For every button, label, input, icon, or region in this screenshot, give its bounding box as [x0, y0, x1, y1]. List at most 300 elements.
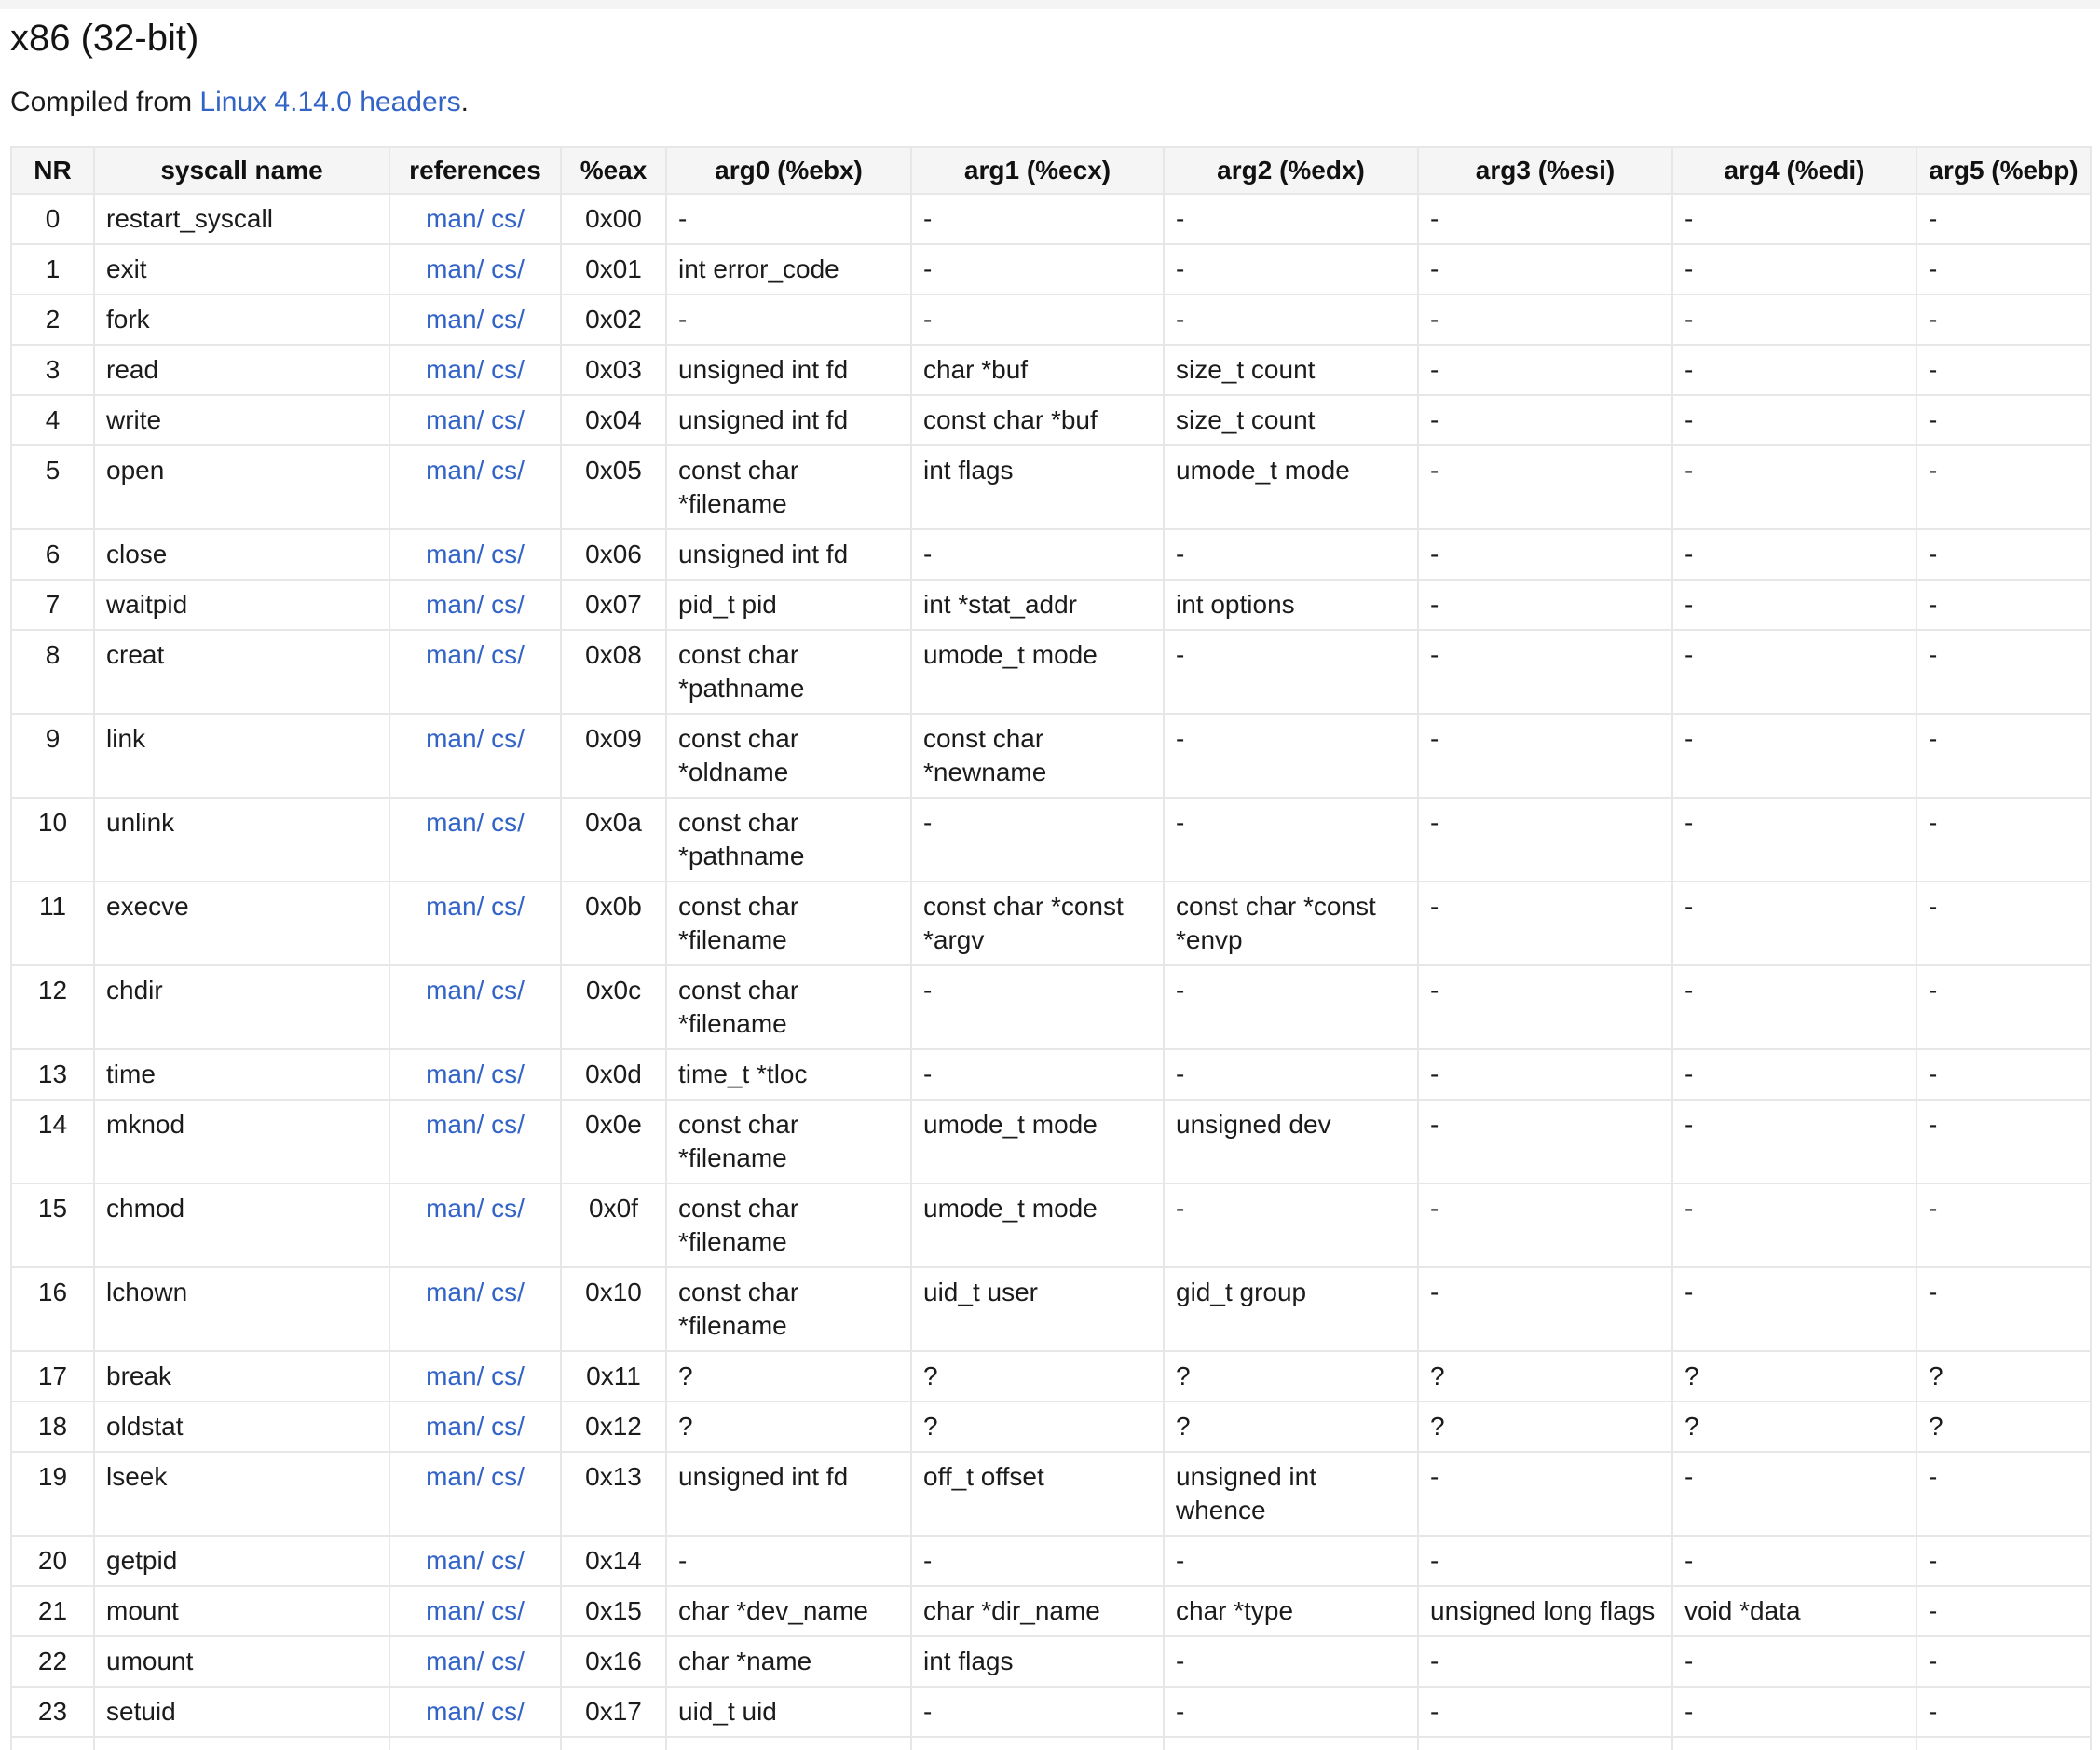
arg3-cell: -	[1418, 294, 1672, 345]
column-header-syscall-name: syscall name	[94, 147, 389, 194]
arg2-cell: unsigned int whence	[1164, 1452, 1418, 1536]
cs-link[interactable]: cs/	[491, 1278, 525, 1306]
arg2-cell: -	[1164, 529, 1418, 580]
table-row	[11, 630, 2091, 714]
references-cell	[389, 1049, 561, 1100]
references-cell	[389, 882, 561, 965]
syscall-name-cell: exit	[94, 244, 389, 294]
arg2-cell: unsigned dev	[1164, 1100, 1418, 1183]
eax-cell: 0x02	[561, 294, 666, 345]
arg0-cell: const char *filename	[666, 1100, 911, 1183]
syscall-name-cell: link	[94, 714, 389, 798]
arg1-cell: const char *const *argv	[911, 882, 1164, 965]
table-row	[11, 1351, 2091, 1401]
arg1-cell: umode_t mode	[911, 1183, 1164, 1267]
column-header-arg0: arg0 (%ebx)	[666, 147, 911, 194]
arg3-cell: -	[1418, 1049, 1672, 1100]
syscall-name-cell: break	[94, 1351, 389, 1401]
eax-cell: 0x05	[561, 445, 666, 529]
table-row	[11, 345, 2091, 395]
arg2-cell: ?	[1164, 1401, 1418, 1452]
arg4-cell: -	[1672, 395, 1916, 445]
column-header-arg5: arg5 (%ebp)	[1916, 147, 2091, 194]
table-row	[11, 445, 2091, 529]
empty-cell	[1418, 1737, 1672, 1750]
table-row-partial	[11, 1737, 2091, 1750]
arg5-cell: -	[1916, 194, 2091, 244]
references-cell	[389, 1351, 561, 1401]
arg4-cell: ?	[1672, 1401, 1916, 1452]
empty-cell	[561, 1737, 666, 1750]
syscall-name-cell: oldstat	[94, 1401, 389, 1452]
nr-cell: 8	[11, 630, 94, 714]
man-link[interactable]: man/	[426, 405, 484, 434]
arg0-cell: unsigned int fd	[666, 529, 911, 580]
cs-link[interactable]: cs/	[491, 1647, 525, 1675]
references-cell	[389, 395, 561, 445]
empty-cell	[911, 1737, 1164, 1750]
table-row	[11, 1586, 2091, 1636]
arg3-cell: -	[1418, 194, 1672, 244]
syscall-name-cell: write	[94, 395, 389, 445]
empty-cell	[94, 1737, 389, 1750]
man-link[interactable]: man/	[426, 1546, 484, 1575]
arg3-cell: ?	[1418, 1401, 1672, 1452]
arg4-cell: -	[1672, 1536, 1916, 1586]
nr-cell: 21	[11, 1586, 94, 1636]
man-link[interactable]: man/	[426, 976, 484, 1005]
arg1-cell: -	[911, 194, 1164, 244]
table-row	[11, 244, 2091, 294]
arg5-cell: -	[1916, 1687, 2091, 1737]
arg3-cell: -	[1418, 1687, 1672, 1737]
arg2-cell: -	[1164, 1536, 1418, 1586]
arg5-cell: -	[1916, 1100, 2091, 1183]
arg0-cell: ?	[666, 1351, 911, 1401]
nr-cell: 2	[11, 294, 94, 345]
cs-link[interactable]: cs/	[491, 724, 525, 753]
cs-link[interactable]: cs/	[491, 405, 525, 434]
references-cell	[389, 1586, 561, 1636]
arg4-cell: void *data	[1672, 1586, 1916, 1636]
eax-cell: 0x0c	[561, 965, 666, 1049]
arg2-cell: -	[1164, 1183, 1418, 1267]
eax-cell: 0x12	[561, 1401, 666, 1452]
arg5-cell: -	[1916, 1452, 2091, 1536]
arg0-cell: -	[666, 294, 911, 345]
arg4-cell: -	[1672, 1049, 1916, 1100]
man-link[interactable]: man/	[426, 1697, 484, 1726]
nr-cell: 3	[11, 345, 94, 395]
syscall-name-cell: unlink	[94, 798, 389, 882]
arg3-cell: -	[1418, 445, 1672, 529]
syscall-name-cell: fork	[94, 294, 389, 345]
nr-cell: 14	[11, 1100, 94, 1183]
eax-cell: 0x0f	[561, 1183, 666, 1267]
arg2-cell: -	[1164, 244, 1418, 294]
arg4-cell: -	[1672, 882, 1916, 965]
table-row	[11, 1401, 2091, 1452]
arg2-cell: gid_t group	[1164, 1267, 1418, 1351]
nr-cell: 1	[11, 244, 94, 294]
arg3-cell: -	[1418, 529, 1672, 580]
cs-link[interactable]: cs/	[491, 1462, 525, 1491]
man-link[interactable]: man/	[426, 1462, 484, 1491]
arg0-cell: const char *pathname	[666, 630, 911, 714]
arg2-cell: -	[1164, 194, 1418, 244]
nr-cell: 20	[11, 1536, 94, 1586]
arg3-cell: -	[1418, 345, 1672, 395]
syscall-name-cell: getpid	[94, 1536, 389, 1586]
table-row	[11, 580, 2091, 630]
eax-cell: 0x10	[561, 1267, 666, 1351]
arg0-cell: -	[666, 1536, 911, 1586]
references-cell	[389, 194, 561, 244]
man-link[interactable]: man/	[426, 640, 484, 669]
syscall-name-cell: close	[94, 529, 389, 580]
table-row	[11, 1687, 2091, 1737]
arg1-cell: char *buf	[911, 345, 1164, 395]
references-cell	[389, 1183, 561, 1267]
cs-link[interactable]: cs/	[491, 305, 525, 334]
eax-cell: 0x16	[561, 1636, 666, 1687]
table-row	[11, 1536, 2091, 1586]
arg0-cell: time_t *tloc	[666, 1049, 911, 1100]
cs-link[interactable]: cs/	[491, 1361, 525, 1390]
column-header-arg4: arg4 (%edi)	[1672, 147, 1916, 194]
eax-cell: 0x11	[561, 1351, 666, 1401]
arg1-cell: char *dir_name	[911, 1586, 1164, 1636]
arg4-cell: -	[1672, 1267, 1916, 1351]
arg2-cell: const char *const *envp	[1164, 882, 1418, 965]
arg1-cell: -	[911, 529, 1164, 580]
cs-link[interactable]: cs/	[491, 204, 525, 233]
references-cell	[389, 630, 561, 714]
arg1-cell: -	[911, 965, 1164, 1049]
arg1-cell: const char *buf	[911, 395, 1164, 445]
nr-cell: 12	[11, 965, 94, 1049]
empty-cell	[666, 1737, 911, 1750]
arg1-cell: -	[911, 1536, 1164, 1586]
cs-link[interactable]: cs/	[491, 1596, 525, 1625]
arg3-cell: -	[1418, 965, 1672, 1049]
nr-cell: 19	[11, 1452, 94, 1536]
page-title: x86 (32-bit)	[10, 18, 199, 59]
arg2-cell: -	[1164, 798, 1418, 882]
column-header-nr: NR	[11, 147, 94, 194]
eax-cell: 0x14	[561, 1536, 666, 1586]
nr-cell: 5	[11, 445, 94, 529]
arg4-cell: -	[1672, 445, 1916, 529]
man-link[interactable]: man/	[426, 204, 484, 233]
eax-cell: 0x17	[561, 1687, 666, 1737]
eax-cell: 0x0d	[561, 1049, 666, 1100]
nr-cell: 22	[11, 1636, 94, 1687]
table-row	[11, 529, 2091, 580]
arg0-cell: pid_t pid	[666, 580, 911, 630]
syscall-name-cell: time	[94, 1049, 389, 1100]
table-row	[11, 798, 2091, 882]
arg4-cell: -	[1672, 345, 1916, 395]
arg2-cell: -	[1164, 965, 1418, 1049]
cs-link[interactable]: cs/	[491, 355, 525, 384]
cs-link[interactable]: cs/	[491, 590, 525, 619]
table-row	[11, 965, 2091, 1049]
table-row	[11, 1267, 2091, 1351]
references-cell	[389, 294, 561, 345]
arg1-cell: umode_t mode	[911, 630, 1164, 714]
arg5-cell: -	[1916, 395, 2091, 445]
eax-cell: 0x0e	[561, 1100, 666, 1183]
eax-cell: 0x09	[561, 714, 666, 798]
references-cell	[389, 1536, 561, 1586]
table-row	[11, 714, 2091, 798]
references-cell	[389, 1401, 561, 1452]
eax-cell: 0x0b	[561, 882, 666, 965]
man-link[interactable]: man/	[426, 1647, 484, 1675]
cs-link[interactable]: cs/	[491, 892, 525, 921]
references-cell	[389, 1100, 561, 1183]
nr-cell: 0	[11, 194, 94, 244]
arg0-cell: uid_t uid	[666, 1687, 911, 1737]
nr-cell: 17	[11, 1351, 94, 1401]
references-cell	[389, 1452, 561, 1536]
column-header-eax: %eax	[561, 147, 666, 194]
syscall-name-cell: lseek	[94, 1452, 389, 1536]
eax-cell: 0x00	[561, 194, 666, 244]
table-row	[11, 1049, 2091, 1100]
man-link[interactable]: man/	[426, 254, 484, 283]
man-link[interactable]: man/	[426, 355, 484, 384]
arg3-cell: -	[1418, 1183, 1672, 1267]
arg3-cell: -	[1418, 1452, 1672, 1536]
arg3-cell: ?	[1418, 1351, 1672, 1401]
arg1-cell: -	[911, 244, 1164, 294]
arg0-cell: const char *oldname	[666, 714, 911, 798]
arg5-cell: -	[1916, 1586, 2091, 1636]
empty-cell	[1916, 1737, 2091, 1750]
arg0-cell: const char *filename	[666, 1183, 911, 1267]
arg0-cell: const char *filename	[666, 882, 911, 965]
intro-text	[10, 84, 2090, 120]
arg3-cell: -	[1418, 882, 1672, 965]
arg4-cell: -	[1672, 529, 1916, 580]
arg2-cell: -	[1164, 714, 1418, 798]
nr-cell: 6	[11, 529, 94, 580]
arg5-cell: -	[1916, 1049, 2091, 1100]
man-link[interactable]: man/	[426, 540, 484, 568]
main-content	[0, 17, 2100, 1750]
arg3-cell: -	[1418, 244, 1672, 294]
nr-cell: 10	[11, 798, 94, 882]
man-link[interactable]: man/	[426, 724, 484, 753]
arg1-cell: umode_t mode	[911, 1100, 1164, 1183]
arg2-cell: umode_t mode	[1164, 445, 1418, 529]
intro-prefix: Compiled from	[10, 87, 200, 117]
references-cell	[389, 798, 561, 882]
arg1-cell: const char *newname	[911, 714, 1164, 798]
arg5-cell: ?	[1916, 1401, 2091, 1452]
man-link[interactable]: man/	[426, 1060, 484, 1088]
syscall-name-cell: mknod	[94, 1100, 389, 1183]
nr-cell: 15	[11, 1183, 94, 1267]
man-link[interactable]: man/	[426, 1361, 484, 1390]
cs-link[interactable]: cs/	[491, 808, 525, 837]
arg5-cell: -	[1916, 445, 2091, 529]
syscall-name-cell: open	[94, 445, 389, 529]
cs-link[interactable]: cs/	[491, 254, 525, 283]
cs-link[interactable]: cs/	[491, 1697, 525, 1726]
nr-cell: 4	[11, 395, 94, 445]
cs-link[interactable]: cs/	[491, 1546, 525, 1575]
arg1-cell: int *stat_addr	[911, 580, 1164, 630]
column-header-arg2: arg2 (%edx)	[1164, 147, 1418, 194]
cs-link[interactable]: cs/	[491, 1110, 525, 1139]
eax-cell: 0x03	[561, 345, 666, 395]
syscall-name-cell: chmod	[94, 1183, 389, 1267]
man-link[interactable]: man/	[426, 1278, 484, 1306]
arg0-cell: ?	[666, 1401, 911, 1452]
man-link[interactable]: man/	[426, 892, 484, 921]
man-link[interactable]: man/	[426, 305, 484, 334]
man-link[interactable]: man/	[426, 1412, 484, 1441]
arg3-cell: unsigned long flags	[1418, 1586, 1672, 1636]
arg0-cell: unsigned int fd	[666, 1452, 911, 1536]
column-header-references: references	[389, 147, 561, 194]
arg0-cell: char *dev_name	[666, 1586, 911, 1636]
arg0-cell: char *name	[666, 1636, 911, 1687]
cs-link[interactable]: cs/	[491, 456, 525, 485]
nr-cell: 13	[11, 1049, 94, 1100]
arg4-cell: -	[1672, 1100, 1916, 1183]
arg3-cell: -	[1418, 630, 1672, 714]
arg1-cell: -	[911, 1687, 1164, 1737]
arg5-cell: -	[1916, 1183, 2091, 1267]
arg5-cell: -	[1916, 1636, 2091, 1687]
nr-cell: 23	[11, 1687, 94, 1737]
man-link[interactable]: man/	[426, 456, 484, 485]
arg2-cell: -	[1164, 1687, 1418, 1737]
cs-link[interactable]: cs/	[491, 1194, 525, 1223]
arg0-cell: -	[666, 194, 911, 244]
arg5-cell: -	[1916, 1267, 2091, 1351]
eax-cell: 0x13	[561, 1452, 666, 1536]
arg5-cell: ?	[1916, 1351, 2091, 1401]
table-row	[11, 1636, 2091, 1687]
table-row	[11, 395, 2091, 445]
arg3-cell: -	[1418, 1267, 1672, 1351]
arg5-cell: -	[1916, 529, 2091, 580]
table-row	[11, 882, 2091, 965]
cs-link[interactable]: cs/	[491, 1060, 525, 1088]
arg2-cell: -	[1164, 630, 1418, 714]
arg4-cell: -	[1672, 194, 1916, 244]
arg4-cell: -	[1672, 965, 1916, 1049]
references-cell	[389, 714, 561, 798]
man-link[interactable]: man/	[426, 808, 484, 837]
eax-cell: 0x01	[561, 244, 666, 294]
references-cell	[389, 1687, 561, 1737]
syscall-name-cell: setuid	[94, 1687, 389, 1737]
eax-cell: 0x15	[561, 1586, 666, 1636]
cs-link[interactable]: cs/	[491, 540, 525, 568]
eax-cell: 0x06	[561, 529, 666, 580]
arg4-cell: -	[1672, 1687, 1916, 1737]
references-cell	[389, 244, 561, 294]
references-cell	[389, 1267, 561, 1351]
arg2-cell: -	[1164, 1049, 1418, 1100]
arg1-cell: uid_t user	[911, 1267, 1164, 1351]
syscall-name-cell: waitpid	[94, 580, 389, 630]
arg1-cell: off_t offset	[911, 1452, 1164, 1536]
syscall-name-cell: execve	[94, 882, 389, 965]
arg0-cell: const char *pathname	[666, 798, 911, 882]
arg4-cell: -	[1672, 580, 1916, 630]
nr-cell: 11	[11, 882, 94, 965]
nr-cell: 18	[11, 1401, 94, 1452]
man-link[interactable]: man/	[426, 1194, 484, 1223]
arg3-cell: -	[1418, 1536, 1672, 1586]
table-row	[11, 194, 2091, 244]
arg3-cell: -	[1418, 1636, 1672, 1687]
arg0-cell: int error_code	[666, 244, 911, 294]
man-link[interactable]: man/	[426, 590, 484, 619]
references-cell	[389, 580, 561, 630]
references-cell	[389, 965, 561, 1049]
man-link[interactable]: man/	[426, 1596, 484, 1625]
table-row	[11, 1183, 2091, 1267]
arg5-cell: -	[1916, 345, 2091, 395]
arg2-cell: int options	[1164, 580, 1418, 630]
table-header-row	[11, 147, 2091, 194]
syscall-name-cell: lchown	[94, 1267, 389, 1351]
nr-cell: 7	[11, 580, 94, 630]
arg0-cell: const char *filename	[666, 965, 911, 1049]
arg2-cell: size_t count	[1164, 345, 1418, 395]
arg1-cell: -	[911, 294, 1164, 345]
cs-link[interactable]: cs/	[491, 1412, 525, 1441]
arg4-cell: -	[1672, 1452, 1916, 1536]
arg4-cell: -	[1672, 1636, 1916, 1687]
eax-cell: 0x07	[561, 580, 666, 630]
arg4-cell: -	[1672, 244, 1916, 294]
cs-link[interactable]: cs/	[491, 976, 525, 1005]
headers-link[interactable]: Linux 4.14.0 headers	[199, 87, 461, 117]
cs-link[interactable]: cs/	[491, 640, 525, 669]
arg5-cell: -	[1916, 630, 2091, 714]
empty-cell	[11, 1737, 94, 1750]
top-partial-row	[0, 0, 2100, 9]
eax-cell: 0x0a	[561, 798, 666, 882]
arg1-cell: ?	[911, 1351, 1164, 1401]
arg5-cell: -	[1916, 965, 2091, 1049]
nr-cell: 9	[11, 714, 94, 798]
arg5-cell: -	[1916, 294, 2091, 345]
arg0-cell: unsigned int fd	[666, 395, 911, 445]
arg5-cell: -	[1916, 580, 2091, 630]
man-link[interactable]: man/	[426, 1110, 484, 1139]
syscall-name-cell: umount	[94, 1636, 389, 1687]
column-header-arg1: arg1 (%ecx)	[911, 147, 1164, 194]
syscall-name-cell: restart_syscall	[94, 194, 389, 244]
syscall-name-cell: read	[94, 345, 389, 395]
syscall-table-body	[11, 194, 2091, 1750]
arg4-cell: -	[1672, 714, 1916, 798]
arg2-cell: ?	[1164, 1351, 1418, 1401]
arg1-cell: ?	[911, 1401, 1164, 1452]
arg3-cell: -	[1418, 395, 1672, 445]
arg0-cell: const char *filename	[666, 445, 911, 529]
